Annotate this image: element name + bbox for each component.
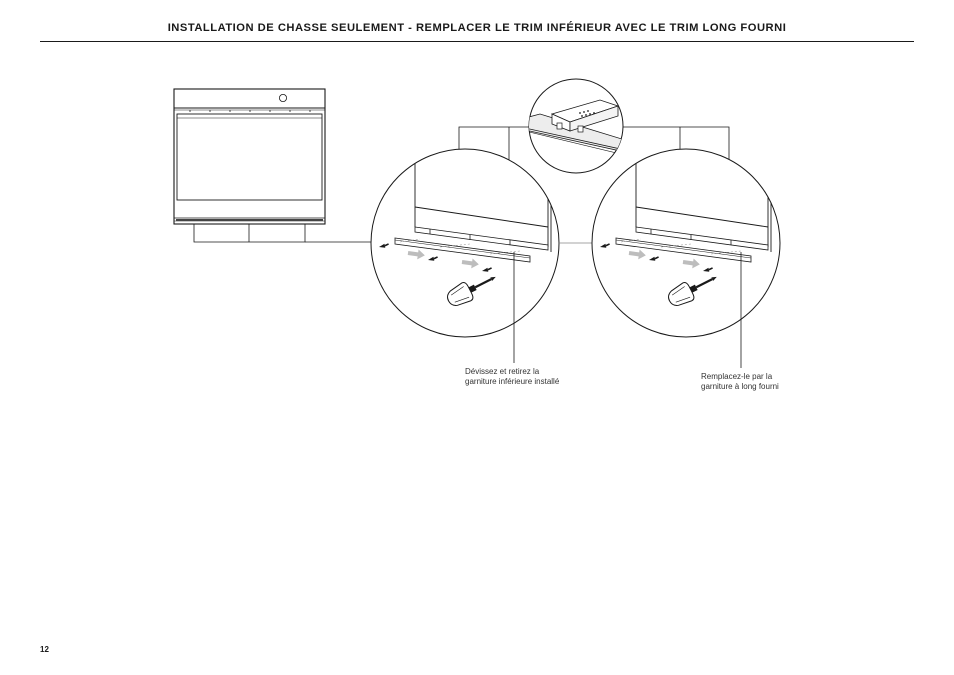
oven-illustration bbox=[174, 89, 325, 224]
oven-knob-icon bbox=[279, 94, 286, 101]
page-title: INSTALLATION DE CHASSE SEULEMENT - REMPLACER LE TRIM INFÉRIEUR AVEC LE TRIM LONG FOURNI bbox=[167, 22, 787, 34]
caption-line: Remplacez-le par la bbox=[701, 372, 773, 381]
page-number: 12 bbox=[40, 645, 49, 654]
caption-step-replacement bbox=[701, 372, 779, 391]
caption-line: Dévissez et retirez la bbox=[465, 367, 540, 376]
caption-line: garniture à long fourni bbox=[701, 381, 779, 391]
caption-line: garniture inférieure installé bbox=[465, 376, 560, 386]
caption-step-removal bbox=[465, 367, 559, 386]
